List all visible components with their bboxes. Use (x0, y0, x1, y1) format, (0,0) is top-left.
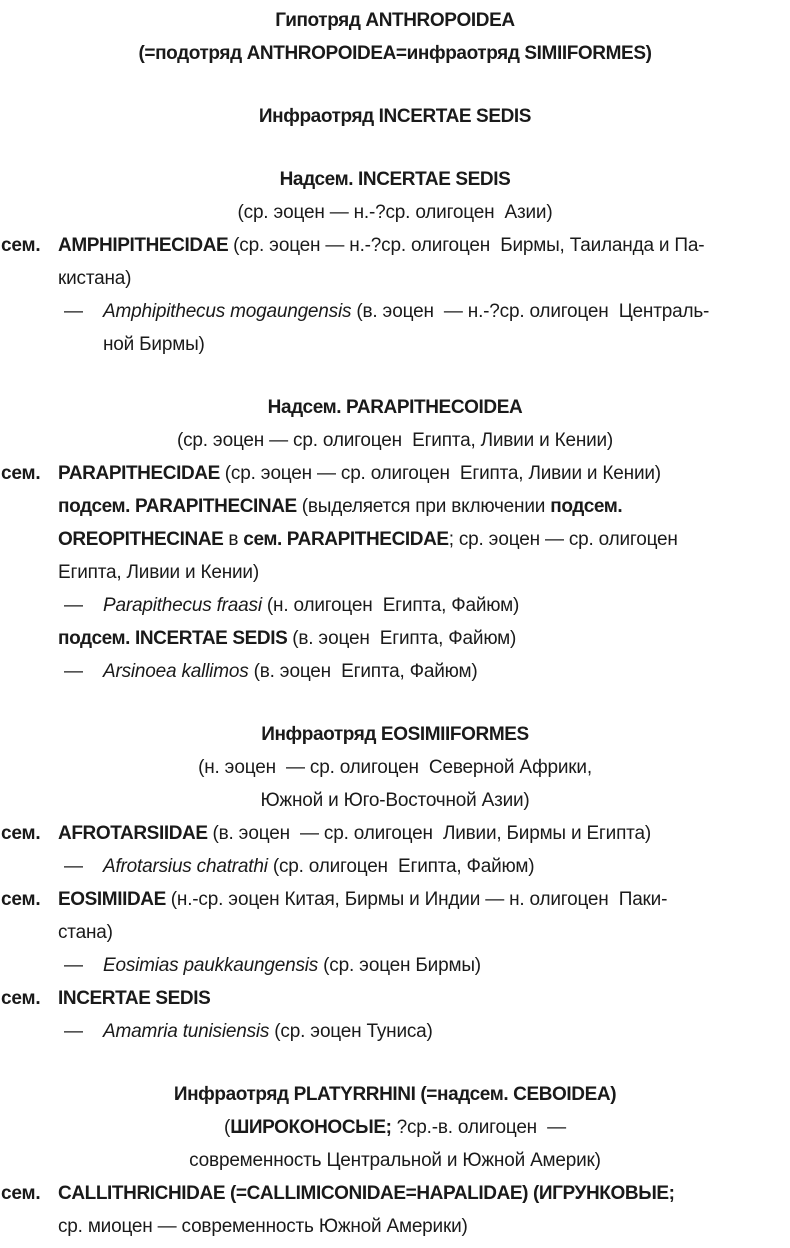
range-text: (в. эоцен — н.-?ср. олигоцен Централь- (356, 301, 710, 322)
family-name: AMPHIPITHECIDAE (58, 235, 234, 256)
dash-marker: — (64, 301, 83, 322)
range-text: ной Бирмы) (103, 334, 205, 355)
family-ref: сем. PARAPITHECIDAE (243, 529, 449, 550)
rank-ref: подсем. (550, 496, 623, 517)
dash-marker: — (64, 595, 83, 616)
range-text: ср. миоцен — современность Южной Америки) (58, 1216, 468, 1237)
species-name: Parapithecus fraasi (103, 595, 267, 616)
subfamily-continuation (0, 556, 790, 589)
family-entry-afrotarsiidae (0, 817, 790, 850)
family-entry-eosimiidae (0, 883, 790, 916)
range-text: современность Центральной и Южной Америк) (189, 1150, 601, 1171)
infraorder-eosimiiformes-range2 (0, 784, 790, 817)
family-name: PARAPITHECIDAE (58, 463, 225, 484)
vernacular-name: ШИРОКОНОСЫЕ; (230, 1117, 392, 1138)
range-text: (ср. эоцен Туниса) (274, 1021, 433, 1042)
family-entry-parapithecidae (0, 457, 790, 490)
subfamily-name: OREOPITHECINAE (58, 529, 229, 550)
species-entry-amamria (0, 1015, 790, 1048)
species-entry-eosimias (0, 949, 790, 982)
range-text: (н. эоцен — ср. олигоцен Северной Африки, (198, 757, 592, 778)
family-entry-callithrichidae (0, 1177, 790, 1210)
range-text: (ср. эоцен — н.-?ср. олигоцен Бирмы, Таиланда и Па- (233, 235, 705, 256)
species-name: Amphipithecus mogaungensis (103, 301, 357, 322)
range-text: (н. олигоцен Египта, Файюм) (266, 595, 520, 616)
rank-label: сем. (1, 889, 41, 910)
species-continuation (0, 328, 790, 361)
subfamily-entry-incertae (0, 622, 790, 655)
range-text: кистана) (58, 268, 132, 289)
species-entry-arsinoea (0, 655, 790, 688)
rank-label: сем. (1, 235, 41, 256)
paren-text: ( (224, 1117, 231, 1138)
family-entry-amphipithecidae (0, 229, 790, 262)
species-name: Eosimias paukkaungensis (103, 955, 324, 976)
heading-text: Гипотряд ANTHROPOIDEA (275, 10, 515, 31)
species-name: Amamria tunisiensis (103, 1021, 275, 1042)
family-name: CALLITHRICHIDAE (=CALLIMICONIDAE=HAPALIDAE) (ИГРУНКОВЫЕ; (58, 1183, 675, 1204)
dash-marker: — (64, 661, 83, 682)
heading-text: Инфраотряд EOSIMIIFORMES (261, 724, 529, 745)
family-continuation (0, 916, 790, 949)
dash-marker: — (64, 1021, 83, 1042)
rank-label: сем. (1, 823, 41, 844)
family-name: EOSIMIIDAE (58, 889, 171, 910)
note-text: в (228, 529, 244, 550)
range-text: стана) (58, 922, 113, 943)
subfamily-name: подсем. INCERTAE SEDIS (58, 628, 293, 649)
subfamily-name: подсем. PARAPITHECINAE (58, 496, 302, 517)
species-name: Afrotarsius chatrathi (103, 856, 273, 877)
superfamily-incertae-heading (0, 163, 790, 196)
species-entry-amphipithecus (0, 295, 790, 328)
section-gap (0, 361, 790, 391)
range-text: (в. эоцен Египта, Файюм) (253, 661, 478, 682)
species-entry-afrotarsius (0, 850, 790, 883)
note-text: (выделяется при включении (301, 496, 551, 517)
infraorder-incertae-heading (0, 100, 790, 133)
family-continuation (0, 262, 790, 295)
family-entry-incertae (0, 982, 790, 1015)
rank-label: сем. (1, 988, 41, 1009)
range-text: (н.-ср. эоцен Китая, Бирмы и Индии — н. олигоцен Паки- (170, 889, 668, 910)
superfamily-parapithecoidea-range (0, 424, 790, 457)
rank-label: сем. (1, 463, 41, 484)
range-text: (в. эоцен — ср. олигоцен Ливии, Бирмы и Египта) (212, 823, 651, 844)
range-text: (ср. эоцен Бирмы) (323, 955, 481, 976)
hypo-order-synonyms (0, 37, 790, 70)
dash-marker: — (64, 955, 83, 976)
heading-text: Надсем. PARAPITHECOIDEA (267, 397, 523, 418)
infraorder-platyrrhini-range (0, 1111, 790, 1144)
infraorder-platyrrhini-range2 (0, 1144, 790, 1177)
range-text: Южной и Юго-Восточной Азии) (260, 790, 530, 811)
subfamily-entry-parapithecinae (0, 490, 790, 523)
infraorder-platyrrhini-heading (0, 1078, 790, 1111)
range-text: (ср. эоцен — н.-?ср. олигоцен Азии) (237, 202, 553, 223)
hypo-order-heading (0, 4, 790, 37)
species-name: Arsinoea kallimos (103, 661, 254, 682)
section-gap (0, 1048, 790, 1078)
heading-text: Надсем. INCERTAE SEDIS (279, 169, 511, 190)
range-text: (ср. олигоцен Египта, Файюм) (272, 856, 535, 877)
range-text: ?ср.-в. олигоцен — (391, 1117, 566, 1138)
heading-text: Инфраотряд INCERTAE SEDIS (258, 106, 532, 127)
superfamily-parapithecoidea-heading (0, 391, 790, 424)
rank-label: сем. (1, 1183, 41, 1204)
infraorder-eosimiiformes-range (0, 751, 790, 784)
family-name: INCERTAE SEDIS (58, 988, 211, 1009)
dash-marker: — (64, 856, 83, 877)
section-gap (0, 688, 790, 718)
family-name: AFROTARSIIDAE (58, 823, 213, 844)
species-entry-parapithecus (0, 589, 790, 622)
range-text: (ср. эоцен — ср. олигоцен Египта, Ливии и Кении) (224, 463, 661, 484)
superfamily-incertae-range (0, 196, 790, 229)
range-text: Египта, Ливии и Кении) (58, 562, 259, 583)
heading-text: (=подотряд ANTHROPOIDEA=инфраотряд SIMIIFORMES) (138, 43, 652, 64)
range-text: (ср. эоцен — ср. олигоцен Египта, Ливии и Кении) (176, 430, 614, 451)
heading-text: Инфраотряд PLATYRRHINI (=надсем. CEBOIDEA) (173, 1084, 617, 1105)
section-gap (0, 133, 790, 163)
section-gap (0, 70, 790, 100)
range-text: ; ср. эоцен — ср. олигоцен (448, 529, 678, 550)
infraorder-eosimiiformes-heading (0, 718, 790, 751)
range-text: (в. эоцен Египта, Файюм) (292, 628, 517, 649)
family-continuation (0, 1210, 790, 1243)
subfamily-continuation (0, 523, 790, 556)
